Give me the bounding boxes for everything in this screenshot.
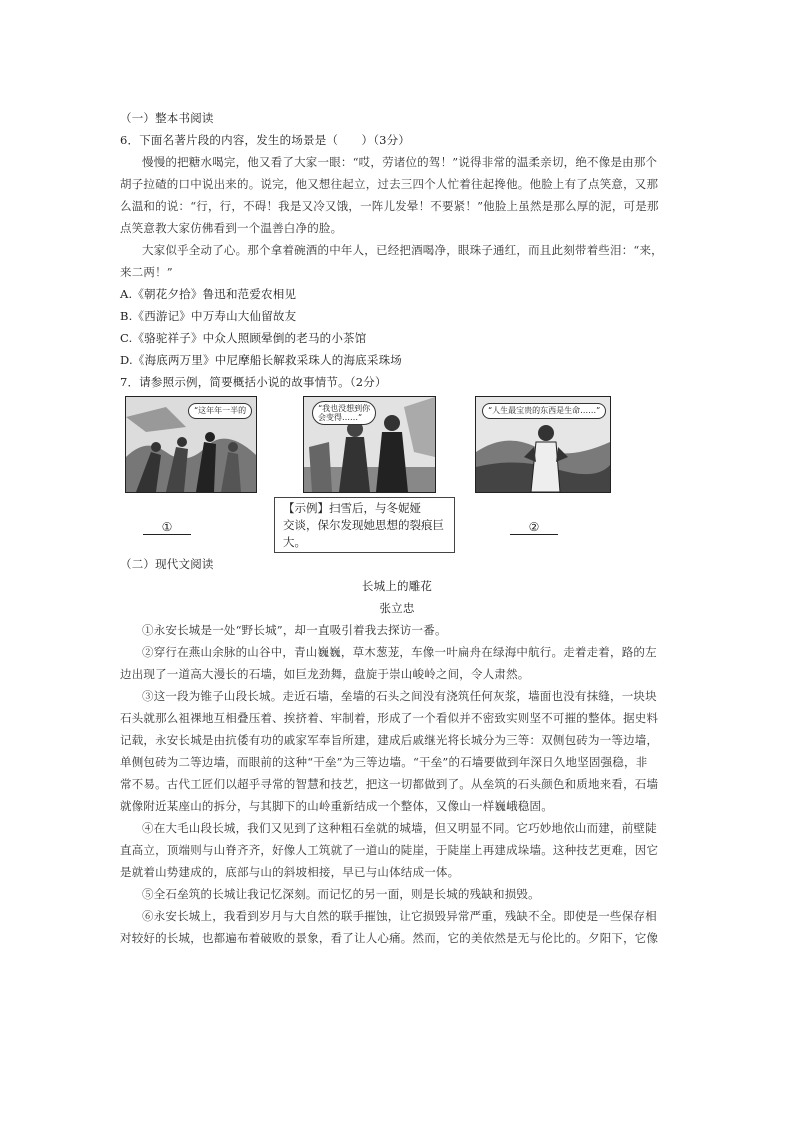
paragraph-line: 石头就那么祖祼地互相叠压着、挨挤着、牢制着，形成了一个看似并不密致实则坚不可摧的整体。据史料 xyxy=(120,711,659,725)
example-line: 交谈，保尔发现她思想的裂痕巨 xyxy=(283,518,444,532)
passage-line: 来二两！” xyxy=(120,265,173,279)
passage-line: 么温和的说：“行，行，不碍！我是又冷又饿，一阵儿发晕！不要紧！”他脸上虽然是那么厚的泥，可是那 xyxy=(120,199,659,213)
question-7-stem: 7．请参照示例，简要概括小说的故事情节。（2分） xyxy=(120,375,387,389)
paragraph-line: 单侧包砖为二等边墙，而眼前的这种“干垒”为三等边墙。“干垒”的石墙要做到年深日久地坚固强稳，非 xyxy=(120,755,648,769)
speech-bubble-2 xyxy=(312,401,376,425)
speech-bubble-1: “这年年一半的 xyxy=(188,403,252,419)
paragraph-line: ⑥永安长城上，我看到岁月与大自然的联手摧蚀，让它损毁异常严重，残缺不全。即使是一些保存相 xyxy=(142,909,657,923)
option-b: B.《西游记》中万寿山大仙留故友 xyxy=(120,309,297,323)
passage-line: 胡子拉碴的口中说出来的。说完，他又想往起立，过去三四个人忙着往起搀他。他脸上有了点笑意，又那 xyxy=(120,177,659,191)
answer-blank-2[interactable]: ② xyxy=(510,520,558,535)
paragraph-line: 常不易。古代工匠们以超乎寻常的智慧和技艺，把这一切都做到了。从垒筑的石头颜色和质地来看，石墙 xyxy=(120,777,659,791)
paragraph-line: ①永安长城是一处“野长城”，却一直吸引着我去探访一番。 xyxy=(142,623,447,637)
paragraph-line: 就像附近某座山的拆分，与其脚下的山岭重新结成一个整体，又像山一样巍峨稳固。 xyxy=(120,799,553,813)
story-illustration-1 xyxy=(125,396,257,493)
passage-line: 慢慢的把糖水喝完，他又看了大家一眼：“哎，劳诸位的驾！”说得非常的温柔亲切，绝不像是由那个 xyxy=(142,155,658,169)
option-a: A.《朝花夕拾》鲁迅和范爱农相见 xyxy=(120,287,297,301)
example-line: 大。 xyxy=(283,535,306,549)
section-heading-modern-text: （二）现代文阅读 xyxy=(120,557,214,571)
example-line: 【示例】扫雪后，与冬妮娅 xyxy=(283,501,421,515)
story-illustration-3 xyxy=(475,396,611,493)
paragraph-line: ⑤全石垒筑的长城让我记忆深刻。而记忆的另一面，则是长城的残缺和损毁。 xyxy=(142,887,540,901)
article-title: 长城上的雕花 xyxy=(361,579,433,593)
paragraph-line: 对较好的长城，也都遍布着破败的景象，看了让人心痛。然而，它的美依然是无与伦比的。夕阳下，它像 xyxy=(120,931,659,945)
paragraph-line: ③这一段为锥子山段长城。走近石墙，垒墙的石头之间没有浇筑任何灰浆，墙面也没有抹缝，一块块 xyxy=(142,689,657,703)
paragraph-line: ②穿行在燕山余脉的山谷中，青山巍巍，草木葱茏，车像一叶扁舟在绿海中航行。走着走着，路的左 xyxy=(142,645,657,659)
paragraph-line: 直高立，顶端则与山脊齐齐，好像人工筑就了一道山的陡崖，于陡崖上再建成垛墙。这种技艺更难，因它 xyxy=(120,843,659,857)
speech-bubble-3: “人生最宝贵的东西是生命……” xyxy=(482,403,606,419)
paragraph-line: ④在大毛山段长城，我们又见到了这种粗石垒就的城墙，但又明显不同。它巧妙地依山而建，前壁陡 xyxy=(142,821,657,835)
passage-line: 点笑意教大家仿佛看到一个温善白净的脸。 xyxy=(120,221,343,235)
option-c: C.《骆驼祥子》中众人照顾晕倒的老马的小茶馆 xyxy=(120,331,367,345)
speech-bubble-2-line: 会变得……” xyxy=(318,413,363,422)
question-6-stem: 6．下面名著片段的内容，发生的场景是（ ）（3分） xyxy=(120,133,411,147)
paragraph-line: 记载，永安长城是由抗倭有功的戚家军奉旨所建，建成后戚继光将长城分为三等：双侧包砖为一等边墙， xyxy=(120,733,659,747)
passage-line: 大家似乎全动了心。那个拿着碗酒的中年人，已经把酒喝净，眼珠子通红，而且此刻带着些泪：“来， xyxy=(142,243,663,257)
option-d: D.《海底两万里》中尼摩船长解救采珠人的海底采珠场 xyxy=(120,353,402,367)
story-illustration-2 xyxy=(303,396,436,493)
paragraph-line: 是就着山势建成的，底部与山的斜坡相接，早已与山体结成一体。 xyxy=(120,865,460,879)
speech-bubble-2-line: “我也没想到你 xyxy=(318,404,371,413)
example-box xyxy=(274,497,455,553)
answer-blank-1[interactable]: ① xyxy=(143,520,191,535)
section-heading-whole-book: （一）整本书阅读 xyxy=(120,111,214,125)
paragraph-line: 边出现了一道高大漫长的石墙，如巨龙劲舞，盘旋于崇山峻岭之间，令人肃然。 xyxy=(120,667,530,681)
article-author: 张立忠 xyxy=(379,601,415,615)
